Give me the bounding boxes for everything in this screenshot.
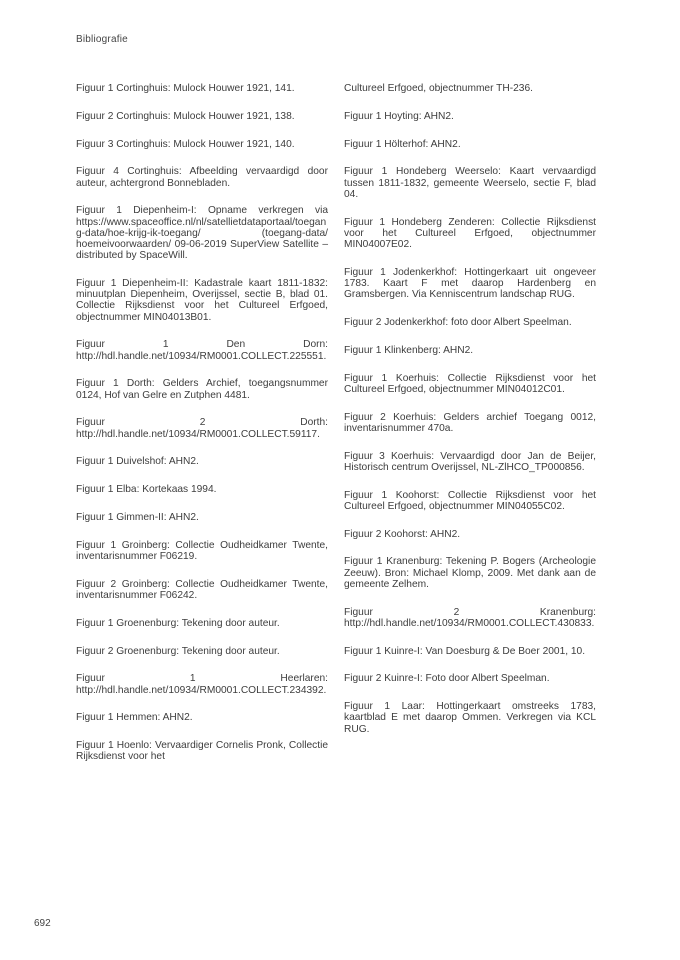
- figure-credit-entry: Figuur 2 Dorth: http://hdl.handle.net/10934/RM0001.COLLECT.59117.: [76, 417, 328, 440]
- figure-credit-entry: Figuur 2 Kranenburg: http://hdl.handle.net/10934/RM0001.COLLECT.430833.: [344, 606, 596, 629]
- figure-credit-entry: Figuur 1 Cortinghuis: Mulock Houwer 1921, 141.: [76, 83, 295, 94]
- figure-credit-entry: Figuur 1 Hemmen: AHN2.: [76, 712, 193, 724]
- figure-credit-entry: Figuur 2 Koohorst: AHN2.: [344, 528, 461, 540]
- figure-credit-entry: Figuur 1 Elba: Kortekaas 1994.: [76, 484, 217, 496]
- bibliography-column-right: [344, 83, 596, 751]
- figure-credit-entry: Figuur 2 Groenenburg: Tekening door auteur.: [76, 645, 280, 657]
- figure-credit-entry: Figuur 1 Koohorst: Collectie Rijksdienst voor het Cultureel Erfgoed, objectnummer MIN04055C02.: [344, 489, 596, 512]
- figure-credit-entry: Cultureel Erfgoed, objectnummer TH-236.: [344, 83, 533, 94]
- figure-credit-entry: Figuur 1 Groinberg: Collectie Oudheidkamer Twente, inventarisnummer F06219.: [76, 539, 328, 562]
- figure-credit-entry: Figuur 1 Laar: Hottingerkaart omstreeks 1783, kaartblad E met daarop Ommen. Verkregen via KCL RUG.: [344, 701, 596, 735]
- figure-credit-entry: Figuur 1 Hondeberg Weerselo: Kaart vervaardigd tussen 1811-1832, gemeente Weerselo, sectie F, blad 04.: [344, 166, 596, 200]
- figure-credit-entry: Figuur 1 Kranenburg: Tekening P. Bogers (Archeologie Zeeuw). Bron: Michael Klomp, 2009. Met dank aan de gemeente Zelhem.: [344, 556, 596, 590]
- figure-credit-entry: Figuur 1 Koerhuis: Collectie Rijksdienst voor het Cultureel Erfgoed, objectnummer MIN04012C01.: [344, 372, 596, 395]
- figure-credit-entry: Figuur 1 Diepenheim-II: Kadastrale kaart 1811-1832: minuutplan Diepenheim, Overijssel, sectie B, blad 01. Collectie Rijksdienst voor het Cultureel Erfgoed, objectnummer MIN04013B01.: [76, 278, 328, 323]
- figure-credit-entry: Figuur 2 Jodenkerkhof: foto door Albert Speelman.: [344, 317, 572, 328]
- figure-credit-entry: Figuur 1 Hölterhof: AHN2.: [344, 138, 461, 150]
- figure-credit-entry: Figuur 2 Cortinghuis: Mulock Houwer 1921, 138.: [76, 110, 295, 122]
- figure-credit-entry: Figuur 2 Kuinre-I: Foto door Albert Speelman.: [344, 673, 550, 685]
- figure-credit-entry: Figuur 1 Hoenlo: Vervaardiger Cornelis Pronk, Collectie Rijksdienst voor het: [76, 740, 328, 763]
- figure-credit-entry: Figuur 1 Duivelshof: AHN2.: [76, 456, 199, 468]
- bibliography-column-left: [76, 83, 328, 779]
- figure-credit-entry: Figuur 1 Diepenheim-I: Opname verkregen via https://www.spaceoffice.nl/nl/satellietdataportaal/toegang-data/hoe-krijg-ik-toegang/ (toegang-data/ hoemeivoorwaarden/ 09-06-2019 SuperView Satellite – distributed by SpaceWill.: [76, 205, 328, 262]
- figure-credit-entry: Figuur 1 Dorth: Gelders Archief, toegangsnummer 0124, Hof van Gelre en Zutphen 4481.: [76, 378, 328, 401]
- figure-credit-entry: Figuur 4 Cortinghuis: Afbeelding vervaardigd door auteur, achtergrond Bonnebladen.: [76, 166, 328, 189]
- figure-credit-entry: Figuur 3 Koerhuis: Vervaardigd door Jan de Beijer, Historisch centrum Overijssel, NL-ZlHCO_TP000856.: [344, 450, 596, 473]
- page-number: 692: [34, 918, 51, 929]
- figure-credit-entry: Figuur 2 Koerhuis: Gelders archief Toegang 0012, inventarisnummer 470a.: [344, 411, 596, 434]
- figure-credit-entry: Figuur 1 Hondeberg Zenderen: Collectie Rijksdienst voor het Cultureel Erfgoed, objectnummer MIN04007E02.: [344, 216, 596, 250]
- figure-credit-entry: Figuur 1 Hoyting: AHN2.: [344, 110, 454, 122]
- figure-credit-entry: Figuur 1 Klinkenberg: AHN2.: [344, 344, 474, 356]
- figure-credit-entry: Figuur 1 Jodenkerkhof: Hottingerkaart uit ongeveer 1783. Kaart F met daarop Hardenberg en Gramsbergen. Via Kenniscentrum landschap RUG.: [344, 266, 596, 301]
- running-header: Bibliografie: [76, 34, 128, 45]
- figure-credit-entry: Figuur 1 Gimmen-II: AHN2.: [76, 512, 199, 523]
- figure-credit-entry: Figuur 1 Heerlaren: http://hdl.handle.net/10934/RM0001.COLLECT.234392.: [76, 673, 328, 696]
- figure-credit-entry: Figuur 1 Den Dorn: http://hdl.handle.net/10934/RM0001.COLLECT.225551.: [76, 339, 328, 362]
- figure-credit-entry: Figuur 1 Groenenburg: Tekening door auteur.: [76, 617, 280, 629]
- figure-credit-entry: Figuur 1 Kuinre-I: Van Doesburg & De Boer 2001, 10.: [344, 645, 586, 657]
- figure-credit-entry: Figuur 2 Groinberg: Collectie Oudheidkamer Twente, inventarisnummer F06242.: [76, 578, 328, 601]
- figure-credit-entry: Figuur 3 Cortinghuis: Mulock Houwer 1921, 140.: [76, 138, 295, 150]
